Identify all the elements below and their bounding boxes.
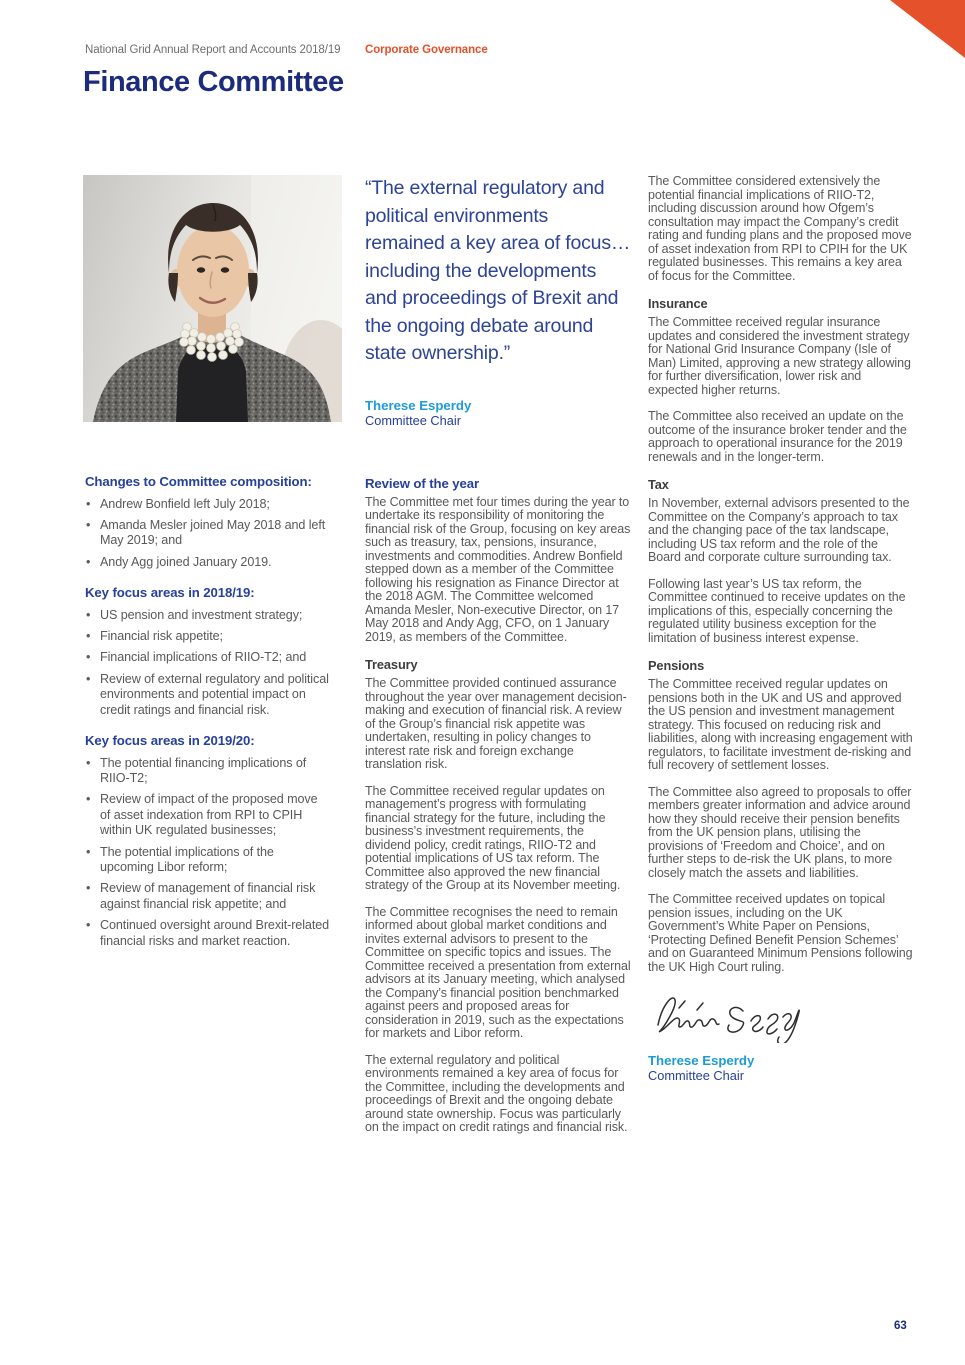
paragraph: The Committee recognises the need to remain informed about global market conditions and invites external advisors to present to the Committee on specific topics and issues. The Committee received a presentation from external advisors at its January meeting, which analysed the Company’s financial position benchmarked against peers and proposed areas for consideration in 2019, such as the expectations for markets and Libor reform. bbox=[365, 904, 631, 1040]
list-item: • Andrew Bonfield left July 2018; bbox=[85, 497, 330, 512]
section-label: Corporate Governance bbox=[365, 44, 488, 56]
page-title: Finance Committee bbox=[83, 66, 344, 98]
report-title: National Grid Annual Report and Accounts 2018/19 bbox=[85, 44, 341, 56]
bullet-list bbox=[85, 497, 347, 571]
signature-attribution bbox=[648, 1053, 913, 1083]
bullet-list bbox=[85, 608, 347, 718]
section-heading: Key focus areas in 2018/19: bbox=[85, 585, 255, 601]
list-item: • The potential implications of the upcoming Libor reform; bbox=[85, 845, 330, 876]
list-item: • US pension and investment strategy; bbox=[85, 608, 330, 623]
pensions-heading: Pensions bbox=[648, 658, 705, 673]
paragraph: In November, external advisors presented to the Committee on the Company’s approach to tax and the changing pace of the tax landscape, including US tax reform and the role of the Board and corporate culture surrounding tax. bbox=[648, 496, 910, 564]
committee-composition-section bbox=[85, 474, 347, 570]
section-heading: Changes to Committee composition: bbox=[85, 474, 312, 489]
quote-attribution bbox=[365, 398, 633, 428]
left-column bbox=[85, 175, 347, 964]
paragraph: The Committee also agreed to proposals to offer members greater information and advice around how they should receive their pension benefits from the UK pension plans, utilising the provisions of ‘Freedom and Choice’, and on further steps to de-risk the UK plans, to more closely match the assets and liabilities. bbox=[648, 784, 912, 880]
right-column bbox=[648, 175, 913, 1083]
list-item: • Amanda Mesler joined May 2018 and left May 2019; and bbox=[85, 518, 330, 549]
quote-author-role: Committee Chair bbox=[365, 412, 462, 428]
page-number: 63 bbox=[894, 1320, 907, 1332]
paragraph: The Committee met four times during the year to undertake its responsibility of monitoring the financial risk of the Group, focusing on key areas such as treasury, tax, pensions, insurance, investments and commodities. Andrew Bonfield stepped down as a member of the Committee following his resignation as Finance Director at the 2018 AGM. The Committee welcomed Amanda Mesler, Non-executive Director, on 17 May 2018 and Andy Agg, CFO, on 1 January 2019, as members of the Committee. bbox=[365, 494, 631, 644]
tax-heading: Tax bbox=[648, 477, 669, 492]
middle-column bbox=[365, 175, 633, 1148]
portrait-photo bbox=[83, 175, 342, 422]
key-focus-2019-20-section bbox=[85, 733, 347, 949]
paragraph: The Committee received regular insurance updates and considered the investment strategy for National Grid Insurance Company (Isle of Man) Limited, approving a new strategy allowing for further diversification, lower risk and expected higher returns. bbox=[648, 315, 911, 397]
signature-image bbox=[648, 987, 818, 1043]
signatory-name: Therese Esperdy bbox=[648, 1053, 755, 1068]
paragraph: The external regulatory and political environments remained a key area of focus for the Committee, including the developments and proceedings of Brexit and the ongoing debate around state ownership. Focus was particularly on the impact on credit ratings and financial risk. bbox=[365, 1052, 628, 1134]
bullet-list bbox=[85, 756, 347, 949]
paragraph: The Committee provided continued assurance throughout the year over management decision-making and execution of financial risk. A review of the Group’s financial risk appetite was undertaken, resulting in policy changes to interest rate risk and foreign exchange translation risk. bbox=[365, 676, 627, 771]
list-item: • Financial implications of RIIO-T2; and bbox=[85, 650, 330, 665]
list-item: • Continued oversight around Brexit-related financial risks and market reaction. bbox=[85, 918, 330, 949]
list-item: • The potential financing implications of RIIO-T2; bbox=[85, 756, 330, 787]
list-item: • Review of management of financial risk against financial risk appetite; and bbox=[85, 881, 330, 912]
signatory-role: Committee Chair bbox=[648, 1068, 745, 1083]
list-item: • Andy Agg joined January 2019. bbox=[85, 555, 330, 570]
middle-column-body bbox=[365, 476, 633, 1135]
list-item: • Review of external regulatory and political environments and potential impact on credit ratings and financial risk. bbox=[85, 672, 330, 718]
review-of-the-year-heading: Review of the year bbox=[365, 475, 480, 491]
treasury-heading: Treasury bbox=[365, 657, 418, 672]
left-column-sections bbox=[85, 474, 347, 949]
section-heading: Key focus areas in 2019/20: bbox=[85, 733, 255, 749]
quote-author: Therese Esperdy bbox=[365, 397, 472, 413]
list-item: • Financial risk appetite; bbox=[85, 629, 330, 644]
corner-triangle-decoration bbox=[890, 0, 965, 58]
paragraph: The Committee received regular updates on management’s progress with formulating financial strategy for the future, including the business’s investment requirements, the dividend policy, credit ratings, RIIO-T2 and potential implications of US tax reform. The Committee also approved the new financial strategy of the Group at its November meeting. bbox=[365, 783, 621, 892]
list-item: • Review of impact of the proposed move of asset indexation from RPI to CPIH within UK regulated businesses; bbox=[85, 792, 330, 838]
key-focus-2018-19-section bbox=[85, 585, 347, 718]
paragraph: The Committee also received an update on the outcome of the insurance broker tender and the approach to operational insurance for the 2019 renewals and in the longer-term. bbox=[648, 409, 907, 464]
paragraph: Following last year’s US tax reform, the Committee continued to receive updates on the implications of this, especially concerning the regulated utility business exception for the limitation of business interest expense. bbox=[648, 576, 906, 645]
paragraph: The Committee considered extensively the potential financial implications of RIIO-T2, including discussion around how Ofgem’s consultation may impact the Company’s credit rating and funding plans and the proposed move of asset indexation from RPI to CPIH for the UK regulated businesses. This remains a key area of focus for the Committee. bbox=[648, 174, 912, 283]
pull-quote: “The external regulatory and political environments remained a key area of focus…including the developments and proceedings of Brexit and the ongoing debate around state ownership.” bbox=[365, 177, 631, 364]
paragraph: The Committee received updates on topical pension issues, including on the UK Government’s White Paper on Pensions, ‘Protecting Defined Benefit Pension Schemes’ and on Guaranteed Minimum Pensions following the UK High Court ruling. bbox=[648, 892, 913, 974]
paragraph: The Committee received regular updates on pensions both in the UK and US and approved the US pension and investment management strategy. This focused on reducing risk and liabilities, along with increasing engagement with regulators, to facilitate investment de-risking and full recovery of settlement losses. bbox=[648, 677, 913, 772]
insurance-heading: Insurance bbox=[648, 296, 708, 311]
